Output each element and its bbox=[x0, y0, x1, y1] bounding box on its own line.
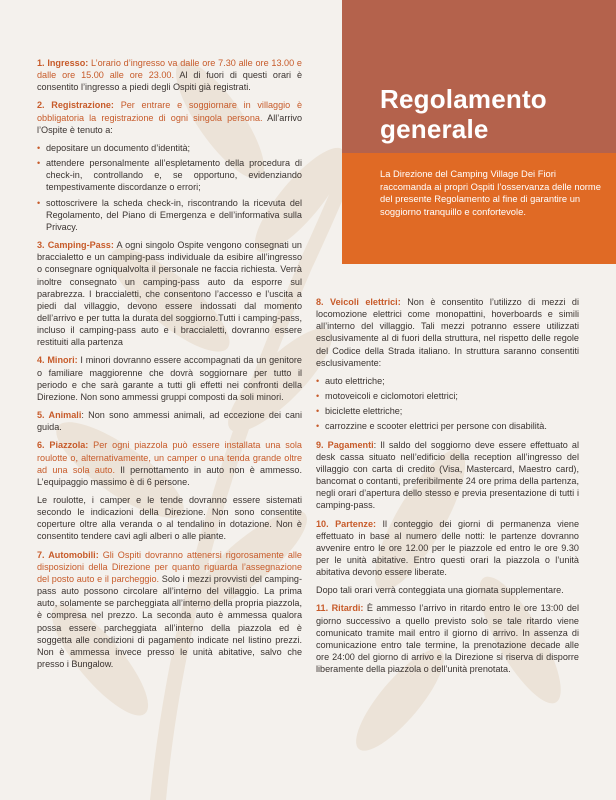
rules-column-left bbox=[37, 57, 302, 676]
rule-title: 10. Partenze: bbox=[316, 518, 377, 529]
rule-body: Il conteggio dei giorni di permanenza viene effettuato in base al numero delle notti: le partenze dovranno avvenire entro le ore 12.00 per le piazzole ed entro le ore 9.30 per le unità abitative. Entro questi orari la piazzola o l’unità abitativa devono essere liberate. bbox=[316, 518, 580, 578]
rule-title: 1. Ingresso: bbox=[37, 58, 89, 68]
list-item: • biciclette elettriche; bbox=[316, 405, 579, 417]
rule-piazzola bbox=[37, 439, 302, 488]
rule-title: 6. Piazzola: bbox=[37, 440, 89, 451]
rule-minori bbox=[37, 354, 302, 403]
intro-text: La Direzione del Camping Village Dei Fiori raccomanda ai propri Ospiti l’osservanza delle norme del presente Regolamento al fine di garantire un soggiorno tranquillo e confortevole. bbox=[380, 168, 601, 217]
rule-automobili bbox=[37, 549, 302, 671]
rule-title: 2. Registrazione: bbox=[37, 100, 114, 111]
veicoli-list bbox=[316, 375, 579, 433]
rule-partenze bbox=[316, 518, 579, 579]
rule-title: 11. Ritardi: bbox=[316, 603, 364, 614]
rule-title: 4. Minori: bbox=[37, 355, 78, 366]
list-item: • motoveicoli e ciclomotori elettrici; bbox=[316, 390, 579, 402]
rule-ingresso bbox=[37, 57, 302, 93]
rule-title: 7. Automobili: bbox=[37, 549, 99, 560]
rule-title: 9. Pagamenti bbox=[316, 439, 374, 450]
rule-lead: Per entrare e soggiornare in villaggio è obbligatoria la registrazione di ogni singola persona. bbox=[37, 100, 303, 123]
list-item: • attendere personalmente all’espletamento della procedura di check-in, controllando e, se opportuno, evidenziando tempestivamente discordanze o errori; bbox=[37, 157, 302, 193]
rule-partenze-continued: Dopo tali orari verrà conteggiata una giornata supplementare. bbox=[316, 585, 564, 596]
list-item: • carrozzine e scooter elettrici per persone con disabilità. bbox=[316, 420, 579, 432]
rule-veicoli-elettrici bbox=[316, 296, 579, 369]
rule-animali bbox=[37, 409, 302, 433]
title-line-2: generale bbox=[380, 114, 489, 144]
rules-column-right bbox=[316, 296, 579, 681]
rule-body: Al di fuori di questi orari è consentito l’ingresso a piedi degli Ospiti già registrati. bbox=[37, 70, 302, 93]
rule-body: All’arrivo l’Ospite è tenuto a: bbox=[37, 112, 303, 135]
rule-lead: Per ogni piazzola può essere installata una sola roulotte o, alternativamente, un camper o una tenda grande oltre ad una sola auto. bbox=[37, 440, 302, 475]
rule-pagamenti bbox=[316, 439, 579, 512]
list-item: • auto elettriche; bbox=[316, 375, 579, 387]
rule-body: A ogni singolo Ospite vengono consegnati un braccialetto e un camping-pass individuale da esibire all’ingresso o consegnare ogniqualvolta il personale ne faccia richiesta. Verrà inoltre consegnato un camping-pass auto da esporre sul parabrezza. I braccialetti, che consentono l’accesso e l’uscita a piedi dal villaggio, devono essere indossati dal momento dell’arrivo e per tutta la durata del soggiorno.Tutti i camping-pass, incluso il camping-pass auto e i braccialetti, dovranno essere restituiti alla partenza bbox=[37, 240, 302, 348]
rule-title: 5. Animali bbox=[37, 410, 82, 421]
rule-body: I minori dovranno essere accompagnati da un genitore o familiare maggiorenne che dovrà soggiornare per tutto il periodo e che sarà garante a tutti gli effetti nei confronti della Direzione. Non sono ammessi gruppi composti da soli minori. bbox=[37, 355, 302, 402]
rule-body: È ammesso l’arrivo in ritardo entro le ore 13:00 del giorno successivo a quello previsto solo se tale ritardo viene comunicato tramite mail entro il giorno di arrivo. In assenza di comunicazione entro tale termine, la prenotazione decade alle ore 24:00 del giorno di arrivo e la Direzione si riserva di disporre liberamente della piazzola o dell’unità prenotata. bbox=[316, 603, 579, 675]
rule-title: 8. Veicoli elettrici: bbox=[316, 297, 401, 307]
rule-title: 3. Camping-Pass: bbox=[37, 240, 114, 251]
title-line-1: Regolamento bbox=[380, 84, 547, 114]
rule-body: Il pernottamento in auto non è ammesso. L’equipaggio massimo è di 6 persone. bbox=[37, 464, 302, 487]
rule-lead: Gli Ospiti dovranno attenersi rigorosamente alle disposizioni della Direzione per quanto riguarda l’assegnazione del posto auto e il parcheggio. bbox=[37, 549, 302, 584]
rule-ritardi bbox=[316, 602, 579, 675]
intro-panel bbox=[342, 153, 616, 264]
rule-body: : Il saldo del soggiorno deve essere effettuato al desk cassa situato nell’edificio della reception all’ingresso del villaggio con carta di credito (Visa, Mastercard, Maestro card), bancomat o contanti, preferibilmente 24 ore prima della partenza, negli orari d’apertura dello stesso e previa presentazione di tutti i camping-pass. bbox=[316, 439, 579, 511]
rule-body: : Non sono ammessi animali, ad eccezione dei cani guida. bbox=[37, 410, 302, 433]
page-title bbox=[380, 84, 547, 144]
rule-body: Solo i mezzi provvisti del camping-pass auto possono circolare all’interno del villaggio. La prima auto, solamente se parcheggiata all’interno della propria piazzola, è compresa nel prezzo. La seconda auto è ammessa qualora possa essere parcheggiata all’interno della piazzola ed è soggetta alle condizioni di pagamento indicate nel listino prezzi. Non è ammessa invece presso le unità abitative, salvo che presso i Bungalow. bbox=[37, 573, 303, 670]
rule-registrazione bbox=[37, 99, 302, 135]
list-item: • sottoscrivere la scheda check-in, riscontrando la ricevuta del Regolamento, del Piano di Emergenza e dell’informativa sulla Privacy. bbox=[37, 197, 302, 233]
rule-lead: L’orario d’ingresso va dalle ore 7.30 alle ore 13.00 e dalle ore 15.00 alle ore 23.00. bbox=[37, 58, 302, 81]
rule-piazzola-continued: Le roulotte, i camper e le tende dovranno essere sistemati secondo le indicazioni della Direzione. Non sono consentite coperture oltre alla veranda o al tendalino in dotazione. Non è consentito tendere cavi agli alberi o alle piante. bbox=[37, 495, 302, 542]
list-item: • depositare un documento d’identità; bbox=[37, 142, 302, 154]
rule-camping-pass bbox=[37, 239, 302, 348]
rule-body: Non è consentito l’utilizzo di mezzi di locomozione elettrici come monopattini, hoverboards e simili all’interno del villaggio. Tali mezzi potranno essere utilizzati esclusivamente al di fuori della struttura, nel rispetto delle regole del Codice della Strada italiano. In struttura saranno consentiti esclusivamente: bbox=[316, 297, 580, 368]
registrazione-list bbox=[37, 142, 302, 233]
title-panel bbox=[342, 0, 616, 153]
